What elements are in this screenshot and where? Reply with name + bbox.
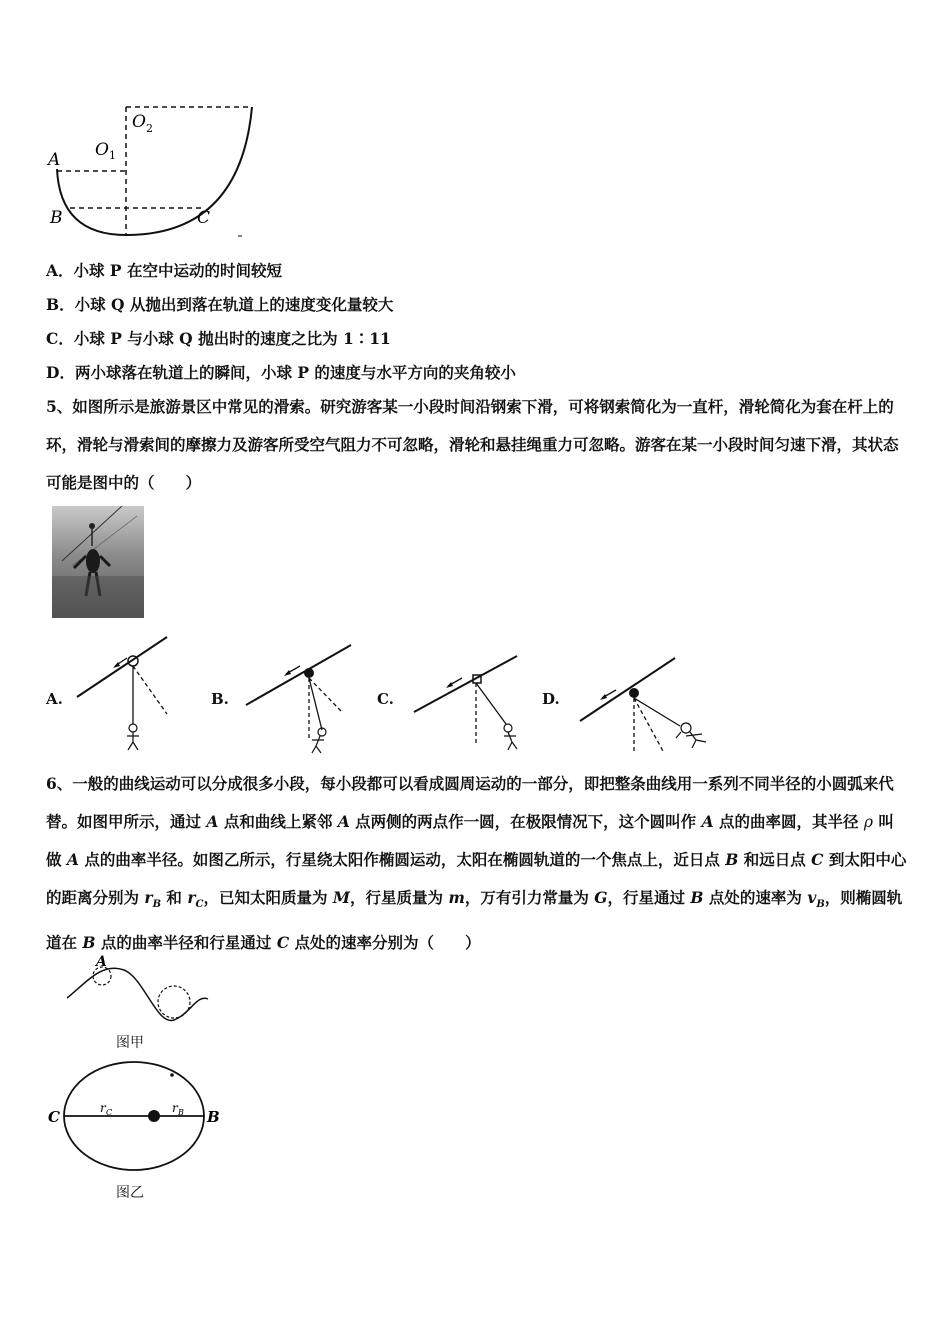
q6-t12: ，万有引力常量为: [464, 888, 595, 907]
q6-vB: v: [807, 888, 817, 907]
q6-t2: 点和曲线上紧邻: [218, 812, 338, 831]
yi-label-B: B: [207, 1108, 220, 1126]
q6-B3: B: [82, 933, 96, 953]
q6-A4: A: [66, 850, 79, 869]
figure-yi-caption: 图乙: [116, 1185, 144, 1201]
q5-option-label-c: C.: [377, 690, 394, 708]
q6-rC: r: [187, 888, 196, 907]
q6-m: m: [448, 888, 465, 907]
q5-option-label-b: B.: [211, 690, 229, 708]
label-B: B: [50, 208, 63, 228]
q6-t3: 点两侧的两点作一圆，在极限情况下，这个圆叫作: [349, 812, 702, 831]
zipline-option-a-figure: [75, 632, 175, 754]
track-figure: [40, 95, 270, 245]
label-O1-sub: 1: [109, 149, 116, 162]
q5-option-label-a: A.: [46, 690, 63, 708]
q6-t11: ，行星质量为: [350, 888, 449, 907]
q6-t14: 点处的速率为: [703, 888, 808, 907]
q6-G: G: [594, 888, 608, 907]
figure-jia-caption: 图甲: [116, 1035, 144, 1051]
figure-jia: [62, 954, 214, 1028]
zipline-option-d-figure: [578, 656, 718, 756]
q6-t4: 点的曲率圆，其半径: [713, 812, 864, 831]
q6-B1: B: [725, 850, 739, 869]
label-C: C: [197, 208, 211, 228]
q6-t6: 点的曲率半径。如图乙所示，行星绕太阳作椭圆运动，太阳在椭圆轨道的一个焦点上，近日点: [78, 850, 726, 869]
q6-t16: 点的曲率半径和行星通过: [95, 933, 277, 953]
q6-t17: 点处的速率分别为（ ）: [289, 933, 481, 953]
zipline-photo: [52, 506, 144, 618]
q5-text: 5、如图所示是旅游景区中常见的滑索。研究游客某一小段时间沿钢索下滑，可将钢索简化为一直杆，滑轮简化为套在杆上的环，滑轮与滑索间的摩擦力及游客所受空气阻力不可忽略，滑轮和悬挂绳重力可忽略。游客在某一小段时间匀速下滑，其状态可能是图中的（ ）: [46, 397, 899, 492]
q6-vB-sub: B: [816, 899, 825, 911]
q6-rC-sub: C: [195, 899, 204, 911]
q6-rB-sub: B: [152, 899, 162, 911]
q6-t8: 到太阳中心的距离分别为: [46, 850, 907, 907]
yi-label-rB-sub: B: [178, 1108, 184, 1117]
label-O2: O: [132, 112, 146, 132]
q6-t13: ，行星通过: [607, 888, 691, 907]
label-O1: O: [95, 140, 109, 160]
q6-t9: 和: [161, 888, 188, 907]
q6-t15: ，则椭圆轨道在: [46, 888, 903, 953]
jia-point-A: A: [96, 954, 107, 970]
q5-option-label-d: D.: [542, 690, 560, 708]
q6-C1: C: [811, 850, 824, 869]
q6-A2: A: [337, 812, 350, 831]
q6-t5: 叫做: [46, 812, 894, 869]
q6-rB: r: [144, 888, 153, 907]
q6-A1: A: [206, 812, 219, 831]
q4-option-b: B．小球 Q 从抛出到落在轨道上的速度变化量较大: [46, 295, 394, 314]
q4-option-c: C．小球 P 与小球 Q 抛出时的速度之比为 1∶11: [46, 329, 391, 348]
q6-t10: ，已知太阳质量为: [203, 888, 333, 907]
q6-A3: A: [701, 812, 714, 831]
q6-C2: C: [276, 933, 290, 953]
yi-label-rC: r: [100, 1101, 106, 1115]
q6-t1: 6、一般的曲线运动可以分成很多小段，每小段都可以看成圆周运动的一部分，即把整条曲线用一系列不同半径的小圆弧来代替。如图甲所示，通过: [46, 774, 894, 831]
yi-label-rB: r: [172, 1101, 178, 1115]
q4-option-a: A．小球 P 在空中运动的时间较短: [46, 261, 282, 280]
zipline-option-c-figure: [412, 654, 524, 754]
q6-t7: 和远日点: [738, 850, 812, 869]
zipline-option-b-figure: [244, 640, 354, 755]
q4-option-d: D．两小球落在轨道上的瞬间，小球 P 的速度与水平方向的夹角较小: [46, 363, 516, 382]
q6-M: M: [332, 888, 351, 907]
yi-label-C: C: [48, 1108, 60, 1126]
figure-yi: [44, 1058, 224, 1178]
label-A: A: [48, 150, 61, 170]
q6-rho: ρ: [863, 813, 874, 831]
yi-label-rC-sub: C: [106, 1108, 113, 1117]
label-O2-sub: 2: [146, 122, 153, 135]
q6-B2: B: [690, 888, 704, 907]
q6-text: [46, 765, 908, 962]
